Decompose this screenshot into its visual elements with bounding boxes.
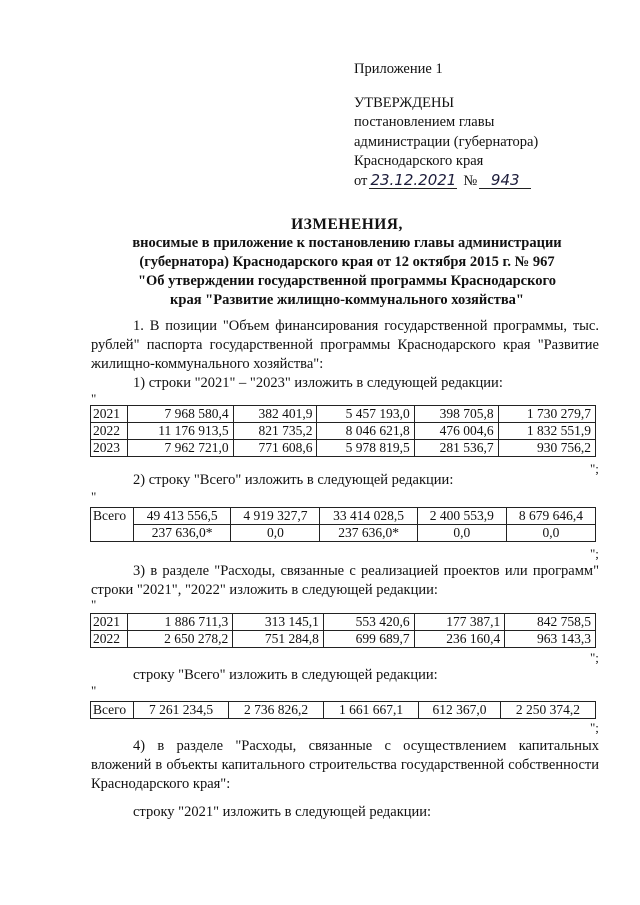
projects-total-table [90,701,596,719]
paragraph-3-item-1: строку "Всего" изложить в следующей редакции: [133,667,438,683]
table-cell: 842 758,5 [505,614,596,631]
table-cell: 7 962 721,0 [128,440,234,457]
open-quote: " [91,597,97,612]
table-cell: 1 730 279,7 [498,406,595,423]
table-cell: 1 886 711,3 [128,614,233,631]
handwritten-number: 943 [479,172,531,189]
table-cell: 2023 [91,440,128,457]
table-cell: 553 420,6 [323,614,414,631]
table-cell: 963 143,3 [505,631,596,648]
paragraph-1: 1. В позиции "Объем финансирования государственной программы, тыс. рублей" паспорта государственной программы Краснодарского края "Развитие жилищно-коммунального хозяйства": [91,318,599,372]
table-cell: 8 046 621,8 [317,423,414,440]
table-cell: 313 145,1 [233,614,324,631]
table-cell: 699 689,7 [323,631,414,648]
table-cell: 1 832 551,9 [498,423,595,440]
financing-years-table [90,405,596,457]
table-cell: 2022 [91,423,128,440]
table-cell: 49 413 556,5 [134,508,231,525]
table-cell: 0,0 [506,525,595,542]
table-row [91,702,596,719]
table-cell: 2021 [91,406,128,423]
table-cell: 398 705,8 [414,406,498,423]
table-cell: 382 401,9 [233,406,317,423]
table-cell: 7 261 234,5 [134,702,229,719]
table-cell: 177 387,1 [414,614,505,631]
table-cell: 8 679 646,4 [506,508,595,525]
close-quote: "; [590,650,599,665]
handwritten-date: 23.12.2021 [370,170,457,189]
table-cell: Всего [91,702,134,719]
document-title [90,215,604,310]
projects-years-table [90,613,596,648]
approval-line-2: администрации (губернатора) [354,133,539,150]
close-quote: "; [590,461,599,476]
approval-line-3: Краснодарского края [354,153,484,169]
title-line-2: вносимые в приложение к постановлению главы администрации [132,235,562,251]
close-quote: "; [590,546,599,561]
paragraph-1-item-2: 2) строку "Всего" изложить в следующей редакции: [133,472,454,488]
approval-block [354,60,538,191]
close-quote: "; [590,720,599,735]
table-row [91,525,596,542]
financing-total-table [90,507,596,542]
table-cell: 1 661 667,1 [324,702,419,719]
appendix-label: Приложение 1 [354,61,443,77]
table-row [91,508,596,525]
table-row [91,406,596,423]
paragraph-4: 4) в разделе "Расходы, связанные с осуществлением капитальных вложений в объекты капитального строительства государственной собственности Краснодарского края": [91,738,599,792]
table-cell: 11 176 913,5 [128,423,234,440]
table-cell: 0,0 [417,525,506,542]
title-line-3: (губернатора) Краснодарского края от 12 октября 2015 г. № 967 [139,254,555,270]
open-quote: " [91,683,97,698]
table-cell: 612 367,0 [419,702,501,719]
table-cell: 2022 [91,631,128,648]
approved-label: УТВЕРЖДЕНЫ [354,94,455,111]
table-cell: 2 400 553,9 [417,508,506,525]
table-cell: 4 919 327,7 [231,508,320,525]
table-cell: 236 160,4 [414,631,505,648]
table-cell: 5 978 819,5 [317,440,414,457]
table-cell: 476 004,6 [414,423,498,440]
table-cell: 5 457 193,0 [317,406,414,423]
table-cell: 237 636,0* [134,525,231,542]
number-label: № [463,172,478,189]
table-cell: 771 608,6 [233,440,317,457]
table-cell: 2 650 278,2 [128,631,233,648]
open-quote: " [91,489,97,504]
table-cell: 281 536,7 [414,440,498,457]
table-row [91,440,596,457]
table-cell: 0,0 [231,525,320,542]
table-cell: 237 636,0* [320,525,417,542]
paragraph-3: 3) в разделе "Расходы, связанные с реализацией проектов или программ" строки "2021", "2022" изложить в следующей редакции: [91,563,599,598]
title-line-5: края "Развитие жилищно-коммунального хозяйства" [170,292,524,308]
table-cell: 7 968 580,4 [128,406,234,423]
approval-line-1: постановлением главы [354,114,495,130]
table-cell: 751 284,8 [233,631,324,648]
table-row [91,614,596,631]
open-quote: " [91,391,97,406]
paragraph-4-item-1: строку "2021" изложить в следующей редакции: [133,804,432,820]
table-row [91,423,596,440]
from-label: от [354,172,368,189]
table-cell: 2 736 826,2 [229,702,324,719]
title-heading: ИЗМЕНЕНИЯ, [291,216,403,233]
paragraph-1-item-1: 1) строки "2021" – "2023" изложить в следующей редакции: [133,375,503,391]
table-cell: 821 735,2 [233,423,317,440]
table-cell: 2021 [91,614,128,631]
table-row [91,631,596,648]
table-cell: 930 756,2 [498,440,595,457]
table-cell: 2 250 374,2 [500,702,595,719]
approval-date-number [354,172,538,192]
table-cell: Всего [91,508,134,542]
title-line-4: "Об утверждении государственной программы Краснодарского [137,273,557,289]
table-cell: 33 414 028,5 [320,508,417,525]
